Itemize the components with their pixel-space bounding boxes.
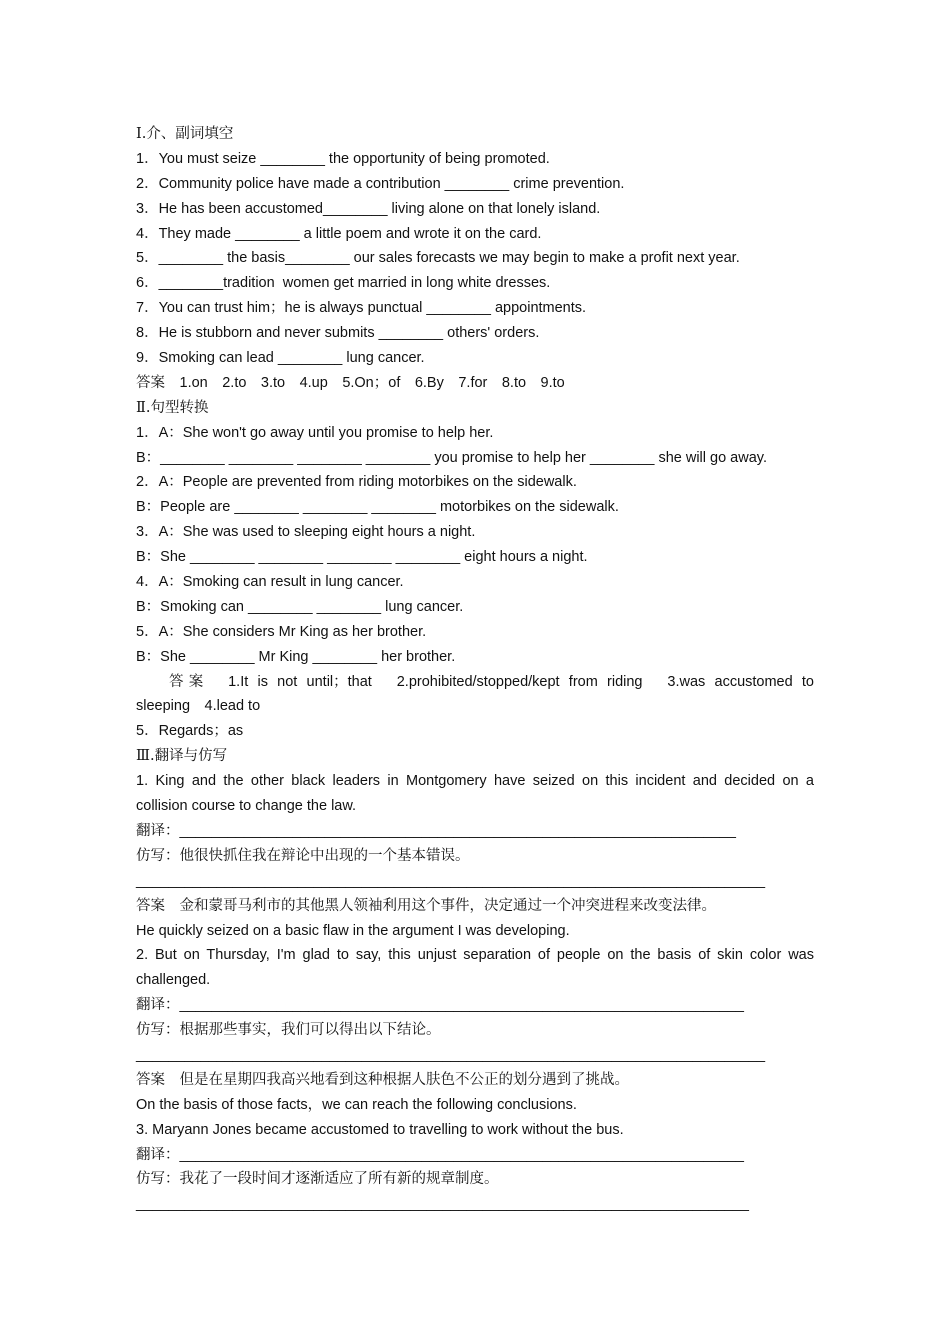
- document-page: [136, 122, 814, 1217]
- text-line: 1. King and the other black leaders in Montgomery have seized on this incident and decided on a: [136, 773, 814, 790]
- text-line: B：Smoking can ________ ________ lung cancer.: [136, 598, 464, 615]
- text-line: 仿写：根据那些事实，我们可以得出以下结论。: [136, 1022, 441, 1039]
- text-line: 6．________tradition women get married in long white dresses.: [136, 275, 551, 292]
- text-line: 翻译：_____________________________________________________________________: [136, 822, 736, 839]
- text-line: B：People are ________ ________ ________ motorbikes on the sidewalk.: [136, 499, 619, 516]
- text-line: 9．Smoking can lead ________ lung cancer.: [136, 350, 425, 367]
- text-line: sleeping 4.lead to: [136, 698, 261, 715]
- section-heading: Ⅰ.介、副词填空: [136, 126, 234, 142]
- text-line: 3．He has been accustomed________ living alone on that lonely island.: [136, 200, 601, 217]
- text-line: 答案 金和蒙哥马利市的其他黑人领袖利用这个事件，决定通过一个冲突进程来改变法律。: [136, 897, 716, 914]
- text-line: 答案 1.on 2.to 3.to 4.up 5.On；of 6.By 7.for 8.to 9.to: [136, 374, 565, 391]
- text-line: 2. But on Thursday, I'm glad to say, this unjust separation of people on the basis of skin color was: [136, 947, 814, 964]
- text-line: 翻译：______________________________________________________________________: [136, 1146, 744, 1163]
- section-s3: [136, 744, 814, 1217]
- text-line: B：________ ________ ________ ________ you promise to help her ________ she will go away.: [136, 449, 767, 466]
- section-heading: Ⅱ.句型转换: [136, 399, 209, 416]
- text-line: 答案 但是在星期四我高兴地看到这种根据人肤色不公正的划分遇到了挑战。: [136, 1071, 629, 1088]
- text-line: ______________________________________________________________________________: [136, 872, 766, 889]
- section-heading: Ⅲ.翻译与仿写: [136, 748, 228, 765]
- text-line: 5．Regards；as: [136, 723, 244, 740]
- text-line: 7．You can trust him；he is always punctual ________ appointments.: [136, 300, 587, 317]
- text-line: He quickly seized on a basic flaw in the argument I was developing.: [136, 922, 570, 939]
- text-line: collision course to change the law.: [136, 798, 357, 815]
- text-line: 2．Community police have made a contribution ________ crime prevention.: [136, 175, 625, 192]
- text-line: B：She ________ ________ ________ ________ eight hours a night.: [136, 549, 588, 566]
- text-line: B：She ________ Mr King ________ her brother.: [136, 648, 456, 665]
- text-line: 8．He is stubborn and never submits ________ others' orders.: [136, 325, 540, 342]
- text-line: 5．A：She considers Mr King as her brother.: [136, 623, 427, 640]
- text-line: 仿写：他很快抓住我在辩论中出现的一个基本错误。: [136, 847, 470, 864]
- section-s1: [136, 122, 814, 396]
- text-line: 4．A：Smoking can result in lung cancer.: [136, 574, 404, 591]
- text-line: 1．You must seize ________ the opportunity of being promoted.: [136, 150, 550, 167]
- text-line: 3. Maryann Jones became accustomed to travelling to work without the bus.: [136, 1121, 624, 1138]
- text-line: 翻译：______________________________________________________________________: [136, 997, 744, 1014]
- text-line: 3．A：She was used to sleeping eight hours a night.: [136, 524, 476, 541]
- text-line: 2．A：People are prevented from riding motorbikes on the sidewalk.: [136, 474, 577, 491]
- section-s2: [136, 396, 814, 744]
- text-line: 4．They made ________ a little poem and wrote it on the card.: [136, 225, 542, 242]
- text-line: 1．A：She won't go away until you promise to help her.: [136, 424, 494, 441]
- text-line: ____________________________________________________________________________: [136, 1196, 749, 1213]
- text-line: 5．________ the basis________ our sales forecasts we may begin to make a profit next year.: [136, 250, 740, 267]
- text-line: challenged.: [136, 972, 211, 989]
- text-line: 仿写：我花了一段时间才逐渐适应了所有新的规章制度。: [136, 1171, 499, 1188]
- text-line: ______________________________________________________________________________: [136, 1046, 766, 1063]
- text-line: On the basis of those facts，we can reach the following conclusions.: [136, 1096, 577, 1113]
- text-line: 答案 1.It is not until；that 2.prohibited/stopped/kept from riding 3.was accustomed to: [169, 673, 814, 690]
